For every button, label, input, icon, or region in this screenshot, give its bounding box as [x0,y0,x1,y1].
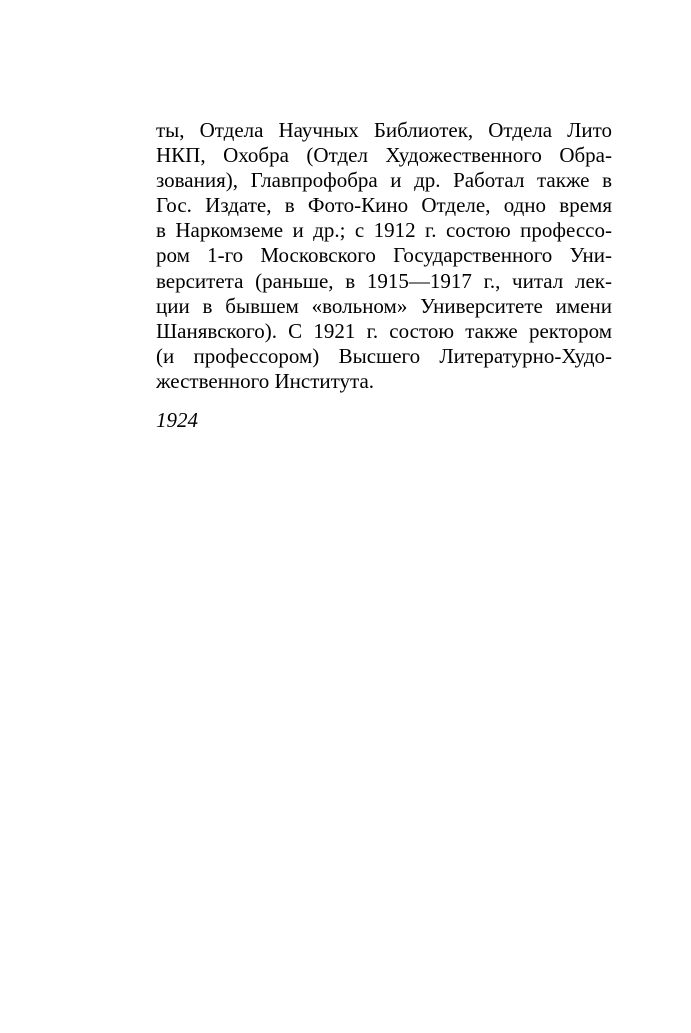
text-line: в Наркомземе и др.; с 1912 г. состою профессо- [156,218,612,243]
text-line: ты, Отдела Научных Библиотек, Отдела Лито [156,118,612,142]
text-line: НКП, Охобра (Отдел Художественного Обра- [156,143,612,168]
text-line: верситета (раньше, в 1915—1917 г., читал лек- [156,268,612,293]
text-line: (и профессором) Высшего Литературно-Худо- [156,343,612,368]
text-line: ром 1-го Московского Государственного Уни- [156,243,612,268]
text-line: зования), Главпрофобра и др. Работал также в [156,168,612,193]
date-signature: 1924 [156,408,198,432]
text-line: ции в бывшем «вольном» Университете имени [156,293,612,318]
text-line: Гос. Издате, в Фото-Кино Отделе, одно время [156,193,612,218]
paragraph [156,118,612,394]
text-line-last: жественного Института. [156,368,375,393]
text-line: Шанявского). С 1921 г. состою также ректором [156,318,612,343]
